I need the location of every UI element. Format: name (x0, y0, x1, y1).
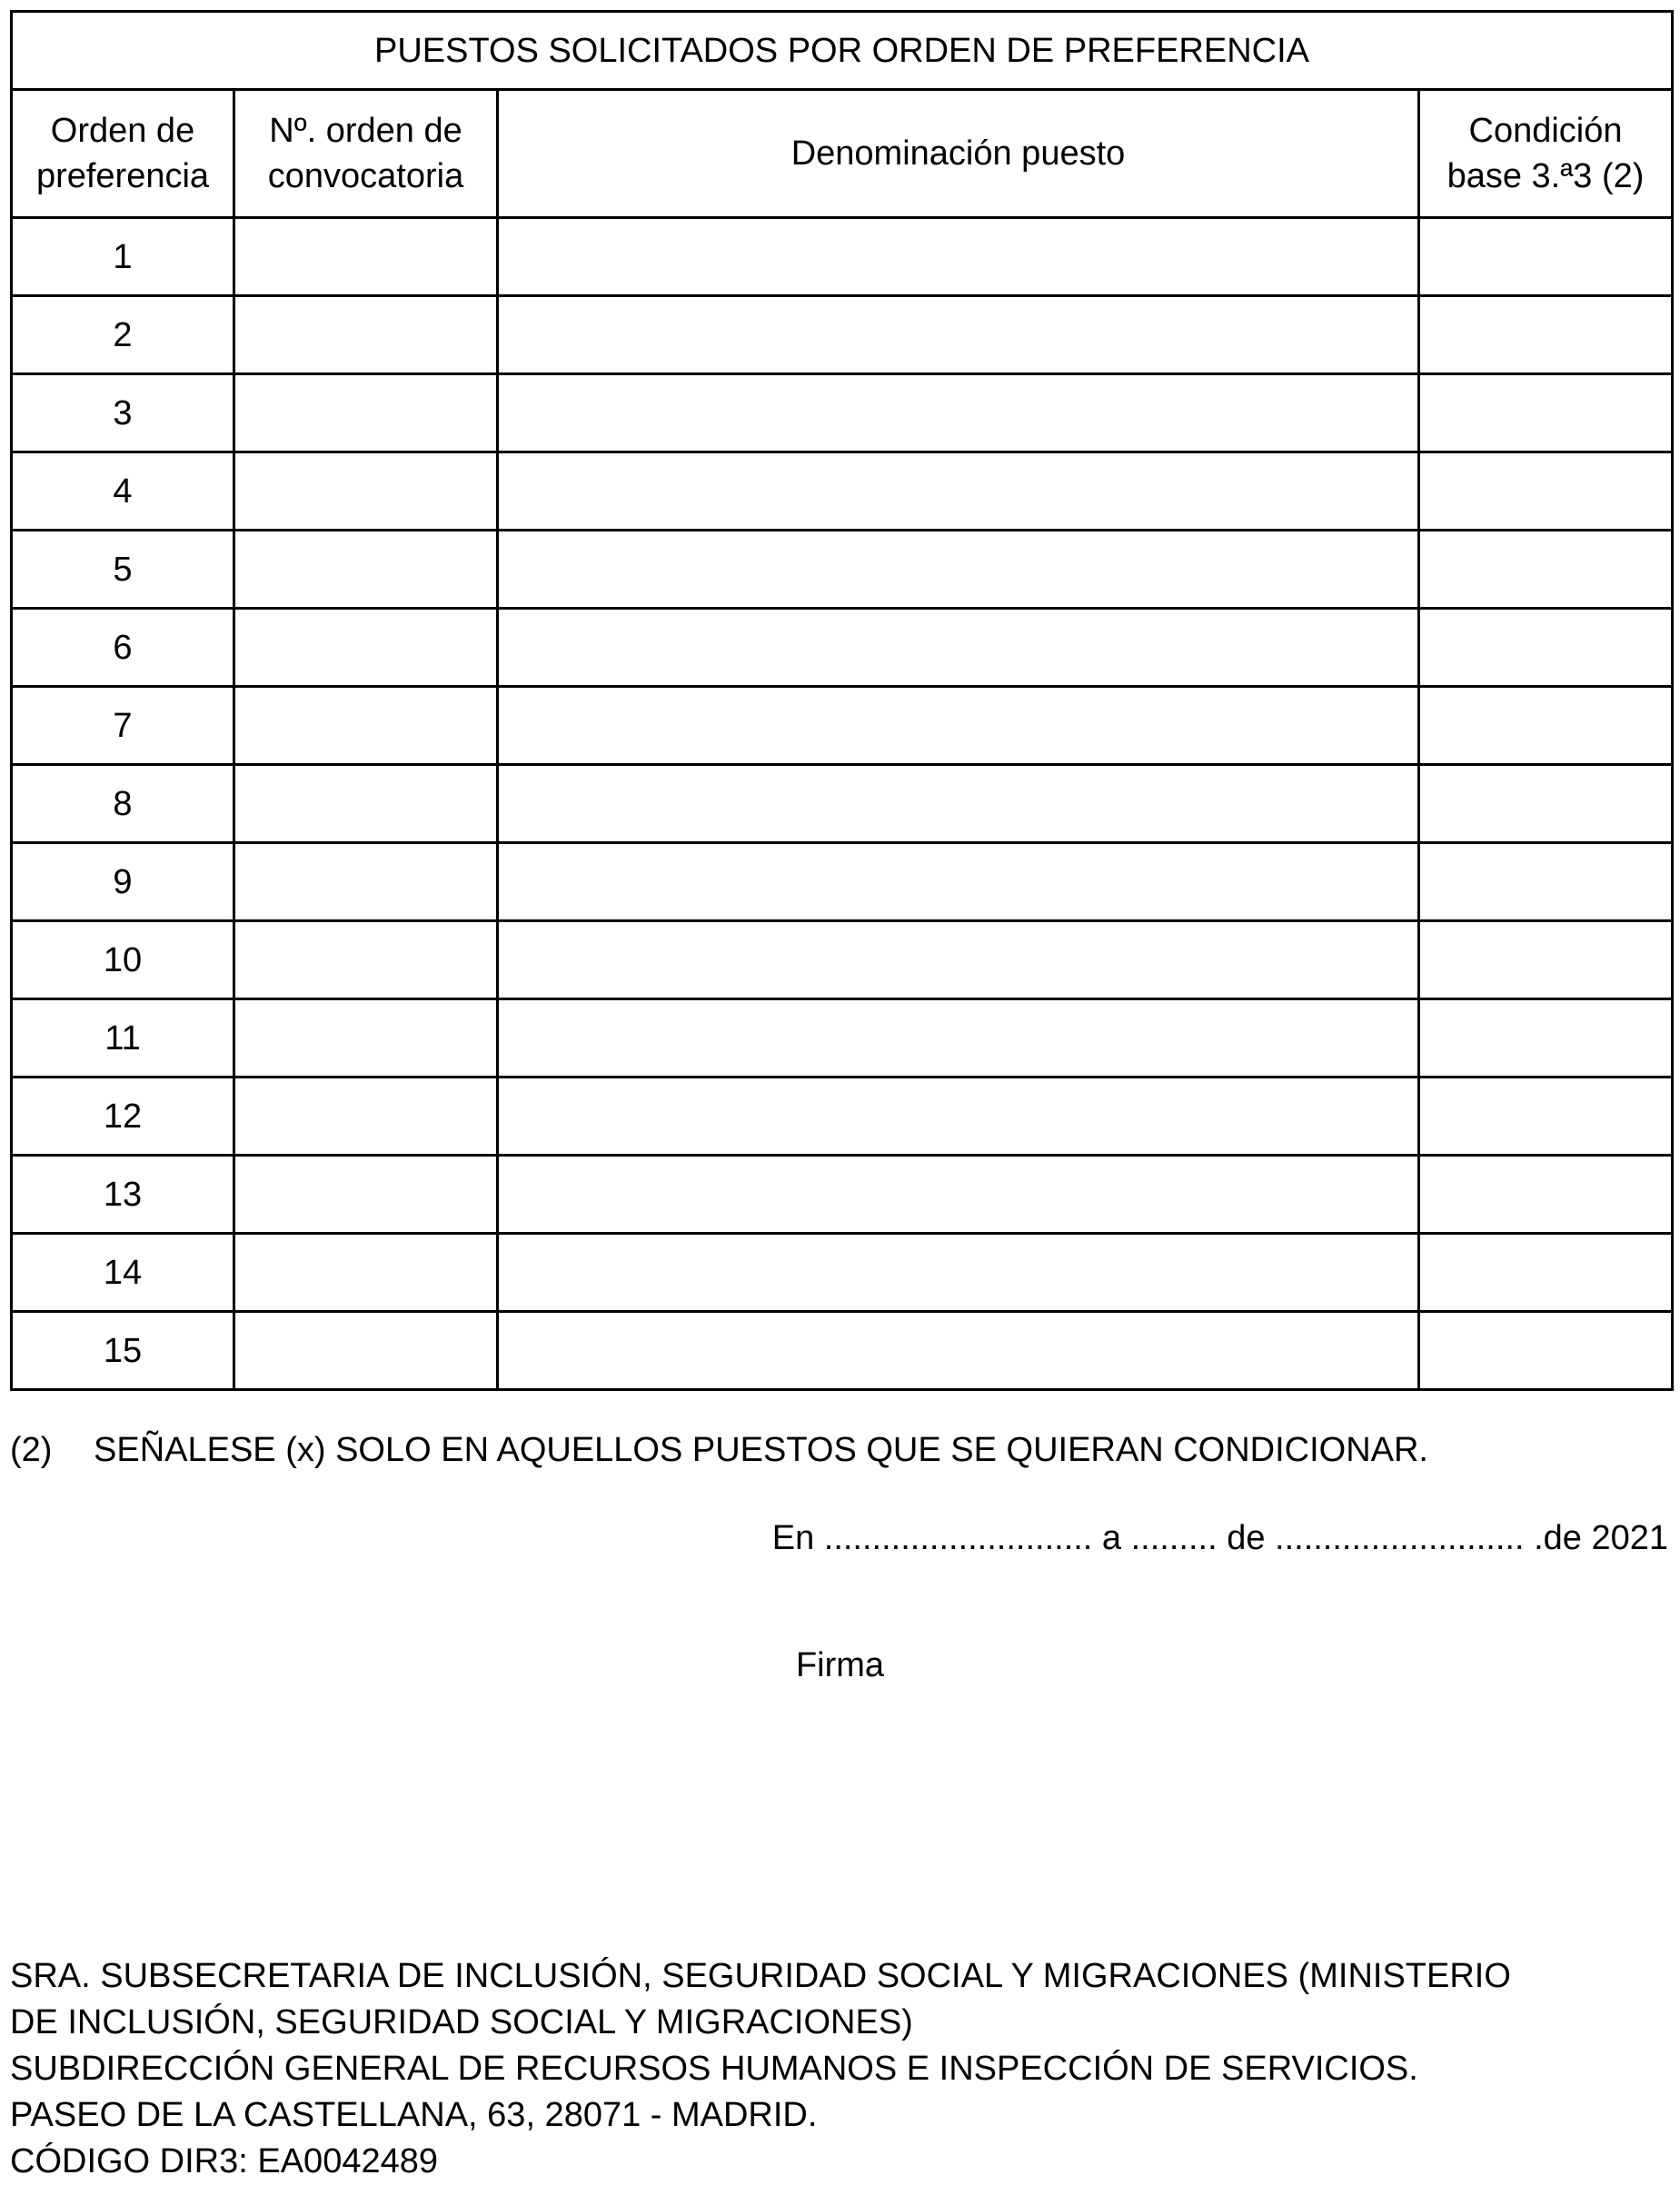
cell-denominacion-puesto[interactable] (498, 1156, 1419, 1234)
address-line: CÓDIGO DIR3: EA0042489 (10, 2142, 438, 2180)
table-title: PUESTOS SOLICITADOS POR ORDEN DE PREFERENCIA (12, 12, 1673, 90)
cell-orden-convocatoria[interactable] (234, 218, 498, 296)
header-orden-convocatoria-line1: Nº. orden de (269, 112, 462, 150)
cell-condicion[interactable] (1419, 374, 1673, 452)
cell-orden-preferencia: 10 (12, 921, 234, 999)
cell-orden-convocatoria[interactable] (234, 1078, 498, 1156)
cell-denominacion-puesto[interactable] (498, 765, 1419, 843)
cell-orden-preferencia: 15 (12, 1312, 234, 1390)
address-block (10, 1953, 1673, 2185)
cell-orden-preferencia: 5 (12, 531, 234, 609)
cell-condicion[interactable] (1419, 531, 1673, 609)
table-row (12, 452, 1673, 531)
cell-condicion[interactable] (1419, 765, 1673, 843)
cell-orden-convocatoria[interactable] (234, 452, 498, 531)
cell-denominacion-puesto[interactable] (498, 921, 1419, 999)
cell-orden-convocatoria[interactable] (234, 843, 498, 921)
table-row (12, 1078, 1673, 1156)
cell-orden-preferencia: 12 (12, 1078, 234, 1156)
cell-denominacion-puesto[interactable] (498, 1312, 1419, 1390)
cell-orden-preferencia: 3 (12, 374, 234, 452)
cell-orden-convocatoria[interactable] (234, 687, 498, 765)
signature-label: Firma (795, 1646, 885, 1684)
cell-condicion[interactable] (1419, 843, 1673, 921)
header-condicion-line2: base 3.ª3 (2) (1446, 157, 1645, 195)
cell-orden-convocatoria[interactable] (234, 999, 498, 1078)
cell-orden-convocatoria[interactable] (234, 765, 498, 843)
cell-condicion[interactable] (1419, 296, 1673, 374)
date-line: En ............................ a ......... de .......................... .de 2021 (771, 1519, 1668, 1557)
cell-orden-convocatoria[interactable] (234, 1312, 498, 1390)
cell-orden-preferencia: 6 (12, 609, 234, 687)
footnote-mark: (2) (10, 1431, 53, 1469)
cell-denominacion-puesto[interactable] (498, 374, 1419, 452)
cell-condicion[interactable] (1419, 1234, 1673, 1312)
cell-orden-preferencia: 8 (12, 765, 234, 843)
footnote (10, 1431, 1428, 1470)
cell-denominacion-puesto[interactable] (498, 296, 1419, 374)
cell-denominacion-puesto[interactable] (498, 531, 1419, 609)
table-body (12, 218, 1673, 1390)
cell-denominacion-puesto[interactable] (498, 843, 1419, 921)
header-orden-convocatoria-line2: convocatoria (267, 157, 464, 195)
table-row (12, 1156, 1673, 1234)
cell-condicion[interactable] (1419, 999, 1673, 1078)
cell-orden-convocatoria[interactable] (234, 1234, 498, 1312)
cell-orden-convocatoria[interactable] (234, 921, 498, 999)
table-row (12, 531, 1673, 609)
cell-condicion[interactable] (1419, 1078, 1673, 1156)
cell-orden-convocatoria[interactable] (234, 609, 498, 687)
table-row (12, 843, 1673, 921)
cell-denominacion-puesto[interactable] (498, 687, 1419, 765)
address-line: SUBDIRECCIÓN GENERAL DE RECURSOS HUMANOS E INSPECCIÓN DE SERVICIOS. (10, 2050, 1418, 2088)
table-row (12, 1312, 1673, 1390)
cell-condicion[interactable] (1419, 609, 1673, 687)
table-row (12, 999, 1673, 1078)
header-condicion-line1: Condición (1468, 112, 1623, 150)
table-header-row (12, 90, 1673, 218)
table-row (12, 765, 1673, 843)
header-orden-preferencia-line1: Orden de (50, 112, 195, 150)
address-line: SRA. SUBSECRETARIA DE INCLUSIÓN, SEGURIDAD SOCIAL Y MIGRACIONES (MINISTERIO (10, 1957, 1511, 1995)
cell-denominacion-puesto[interactable] (498, 452, 1419, 531)
table-row (12, 296, 1673, 374)
header-condicion (1419, 90, 1673, 218)
cell-orden-convocatoria[interactable] (234, 374, 498, 452)
table-row (12, 921, 1673, 999)
address-line: PASEO DE LA CASTELLANA, 63, 28071 - MADRID. (10, 2096, 818, 2134)
cell-condicion[interactable] (1419, 921, 1673, 999)
cell-condicion[interactable] (1419, 1312, 1673, 1390)
cell-orden-convocatoria[interactable] (234, 296, 498, 374)
cell-condicion[interactable] (1419, 452, 1673, 531)
table-title-row (12, 12, 1673, 90)
cell-condicion[interactable] (1419, 1156, 1673, 1234)
cell-denominacion-puesto[interactable] (498, 1234, 1419, 1312)
header-denominacion-puesto: Denominación puesto (498, 90, 1419, 218)
cell-condicion[interactable] (1419, 687, 1673, 765)
header-orden-preferencia-line2: preferencia (35, 157, 210, 195)
cell-orden-preferencia: 11 (12, 999, 234, 1078)
table-row (12, 687, 1673, 765)
cell-denominacion-puesto[interactable] (498, 1078, 1419, 1156)
header-orden-convocatoria (234, 90, 498, 218)
table-row (12, 374, 1673, 452)
preferences-table (10, 10, 1674, 1391)
cell-denominacion-puesto[interactable] (498, 609, 1419, 687)
cell-orden-preferencia: 13 (12, 1156, 234, 1234)
cell-orden-preferencia: 2 (12, 296, 234, 374)
cell-orden-preferencia: 7 (12, 687, 234, 765)
cell-orden-preferencia: 14 (12, 1234, 234, 1312)
cell-orden-convocatoria[interactable] (234, 1156, 498, 1234)
table-row (12, 1234, 1673, 1312)
footnote-text: SEÑALESE (x) SOLO EN AQUELLOS PUESTOS QUE SE QUIERAN CONDICIONAR. (94, 1431, 1428, 1469)
cell-orden-preferencia: 1 (12, 218, 234, 296)
cell-orden-preferencia: 4 (12, 452, 234, 531)
cell-condicion[interactable] (1419, 218, 1673, 296)
cell-orden-preferencia: 9 (12, 843, 234, 921)
header-orden-preferencia (12, 90, 234, 218)
table-row (12, 609, 1673, 687)
cell-denominacion-puesto[interactable] (498, 218, 1419, 296)
cell-denominacion-puesto[interactable] (498, 999, 1419, 1078)
table-row (12, 218, 1673, 296)
cell-orden-convocatoria[interactable] (234, 531, 498, 609)
address-line: DE INCLUSIÓN, SEGURIDAD SOCIAL Y MIGRACIONES) (10, 2003, 913, 2041)
